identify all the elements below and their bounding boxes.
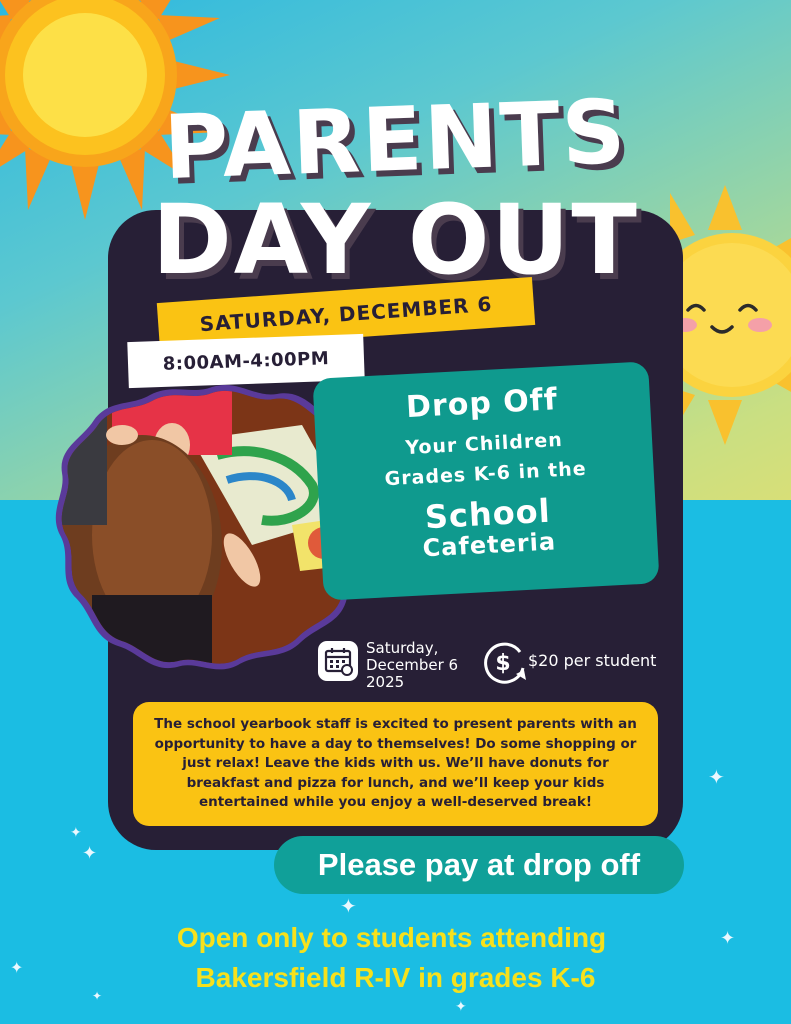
event-date-line-3: 2025	[366, 673, 405, 691]
event-date-line-1: Saturday,	[366, 639, 439, 657]
drop-off-heading: Drop Off	[405, 382, 559, 426]
sparkle-icon: ✦	[92, 989, 103, 1003]
drop-off-card	[312, 361, 659, 600]
payment-note: Please pay at drop off	[274, 836, 684, 894]
footer-line-2: Bakersfield R-IV in grades K-6	[195, 962, 596, 993]
sparkle-icon: ✦	[708, 765, 725, 789]
sparkle-icon: ✦	[10, 958, 24, 977]
dollar-icon	[480, 638, 530, 686]
price-text: $20 per student	[528, 651, 657, 670]
time-banner: 8:00AM-4:00PM	[127, 334, 364, 388]
drop-off-line-1: Your Children	[404, 428, 564, 460]
sparkle-icon: ✦	[82, 843, 98, 864]
calendar-icon	[318, 641, 358, 681]
sparkle-icon: ✦	[340, 894, 357, 918]
drop-off-line-3: School	[423, 491, 552, 537]
event-date-line-2: December 6	[366, 656, 459, 674]
event-date-text	[366, 640, 486, 691]
calendar-icon-badge	[318, 641, 358, 681]
sparkle-icon: ✦	[455, 999, 467, 1015]
title-line-2: DAY OUT	[152, 184, 639, 296]
drop-off-line-2: Grades K-6 in the	[384, 457, 588, 491]
drop-off-line-4: Cafeteria	[421, 527, 557, 563]
title-line-1: PARENTS	[162, 79, 629, 200]
description-text: The school yearbook staff is excited to present parents with an opportunity to have a day to themselves! Do some shopping or just relax! Leave the kids with us. We’ll have donuts for breakfast and pizza for lunch, and we’ll keep your kids entertained while you enjoy a well-deserved break!	[154, 716, 637, 811]
description-box	[133, 702, 658, 826]
date-banner: SATURDAY, DECEMBER 6	[157, 277, 535, 351]
footer-line-1: Open only to students attending	[176, 922, 607, 953]
svg-text:$: $	[495, 651, 511, 676]
sparkle-icon: ✦	[720, 928, 736, 949]
sparkle-icon: ✦	[70, 825, 82, 841]
